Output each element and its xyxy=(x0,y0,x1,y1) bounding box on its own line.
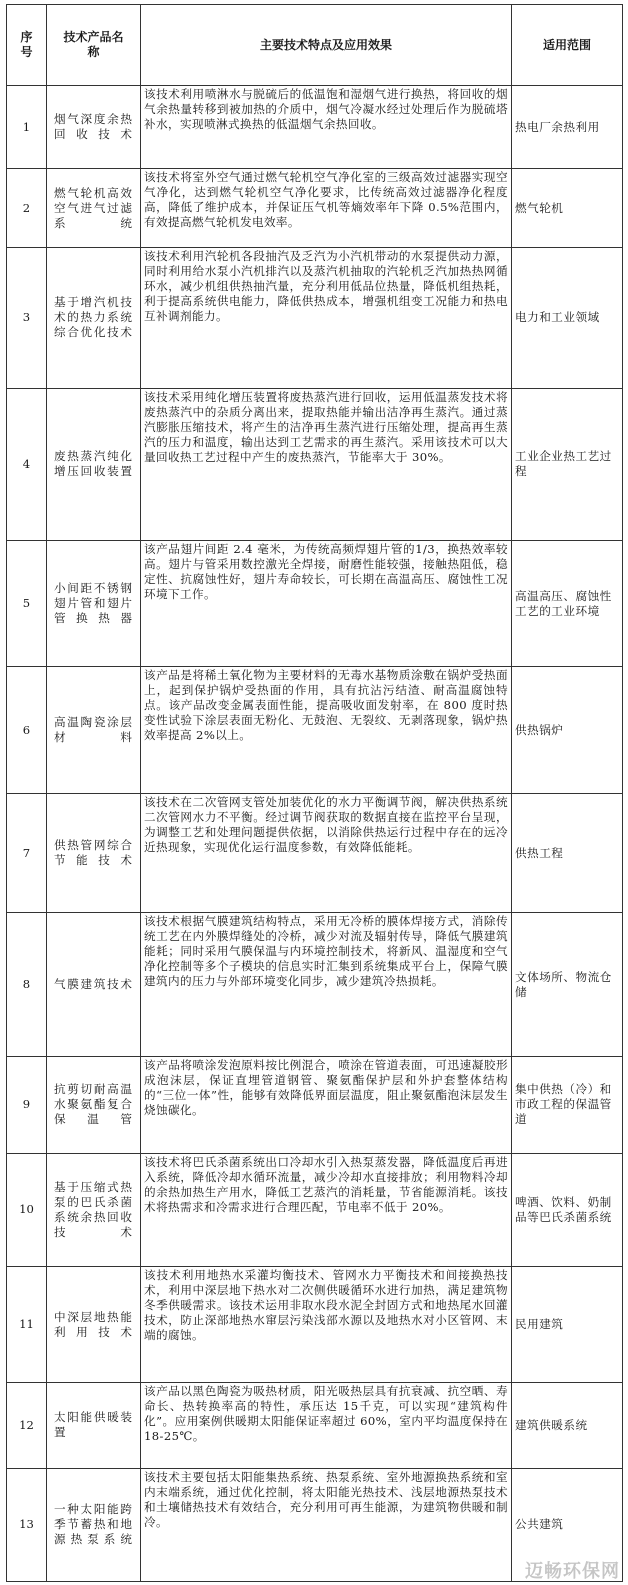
row-number: 13 xyxy=(7,1468,47,1581)
tech-name: 高温陶瓷涂层材料 xyxy=(47,667,141,794)
tech-name: 基于压缩式热泵的巴氏杀菌系统余热回收技术 xyxy=(47,1153,141,1266)
tech-name: 气膜建筑技术 xyxy=(47,913,141,1056)
tech-description: 该技术将室外空气通过燃气轮机空气净化室的三级高效过滤器实现空气净化，达到燃气轮机空气净化要求，比传统高效过滤器净化程度高，降低了维护成本，并保证压气机等熵效率年下降 0.5%范围内，有效提高燃气轮机发电效率。 xyxy=(141,169,512,248)
row-number: 10 xyxy=(7,1153,47,1266)
row-number: 3 xyxy=(7,248,47,388)
application-scope: 燃气轮机 xyxy=(512,169,623,248)
tech-name: 烟气深度余热回收技术 xyxy=(47,86,141,169)
application-scope: 文体场所、物流仓储 xyxy=(512,913,623,1056)
header-desc: 主要技术特点及应用效果 xyxy=(141,5,512,86)
table-row xyxy=(7,1266,623,1382)
row-number: 9 xyxy=(7,1056,47,1153)
application-scope: 高温高压、腐蚀性工艺的工业环境 xyxy=(512,541,623,667)
row-number: 6 xyxy=(7,667,47,794)
table-body xyxy=(7,86,623,1582)
row-number: 5 xyxy=(7,541,47,667)
tech-description: 该技术采用纯化增压装置将废热蒸汽进行回收，运用低温蒸发技术将废热蒸汽中的杂质分离出来，提取热能并输出洁净再生蒸汽。通过蒸汽膨胀压缩技术，将产生的洁净再生蒸汽进行压缩处理，提高再生蒸汽的压力和温度，输出达到工艺需求的再生蒸汽。采用该技术可以大量回收热工艺过程中产生的废热蒸汽，节能率大于 30%。 xyxy=(141,388,512,541)
tech-description: 该技术利用地热水采灌均衡技术、管网水力平衡技术和间接换热技术，利用中深层地下热水对二次侧供暖循环水进行加热，满足建筑物冬季供暖需求。该技术运用非取水段水泥全封固方式和地热尾水回灌技术，防止深部地热水窜层污染浅部水源以及地热水对小区管网、末端的腐蚀。 xyxy=(141,1266,512,1382)
row-number: 8 xyxy=(7,913,47,1056)
row-number: 11 xyxy=(7,1266,47,1382)
tech-name: 一种太阳能跨季节蓄热和地源热泵系统 xyxy=(47,1468,141,1581)
tech-description: 该技术主要包括太阳能集热系统、热泵系统、室外地源换热系统和室内末端系统，通过优化控制，将太阳能光热技术、浅层地源热泵技术和土壤储热技术有效结合，充分利用可再生能源，为建筑物供暖和制冷。 xyxy=(141,1468,512,1581)
application-scope: 民用建筑 xyxy=(512,1266,623,1382)
application-scope: 供热锅炉 xyxy=(512,667,623,794)
tech-name: 中深层地热能利用技术 xyxy=(47,1266,141,1382)
tech-description: 该产品翅片间距 2.4 毫米，为传统高频焊翅片管的1/3，换热效率较高。翅片与管采用数控激光全焊接，耐磨性能较强，接触热阻低，稳定性、抗腐蚀性好，翅片寿命较长，可长期在高温高压、腐蚀性工况环境下工作。 xyxy=(141,541,512,667)
tech-description: 该技术利用喷淋水与脱硫后的低温饱和湿烟气进行换热，将回收的烟气余热量转移到被加热的介质中，烟气冷凝水经过处理后作为脱硫塔补水，实现喷淋式换热的低温烟气余热回收。 xyxy=(141,86,512,169)
header-no: 序号 xyxy=(7,5,47,86)
tech-name: 基于增汽机技术的热力系统综合优化技术 xyxy=(47,248,141,388)
table-row xyxy=(7,793,623,913)
row-number: 4 xyxy=(7,388,47,541)
tech-description: 该产品是将稀土氧化物为主要材料的无毒水基物质涂敷在锅炉受热面上，起到保护锅炉受热面的作用，具有抗沾污结渣、耐高温腐蚀特点。该产品改变金属表面性能，提高吸收面发射率，在 800 度时热变性试验下涂层表面无粉化、无鼓泡、无裂纹、无剥落现象，锅炉热效率提高 2%以上。 xyxy=(141,667,512,794)
application-scope: 啤酒、饮料、奶制品等巴氏杀菌系统 xyxy=(512,1153,623,1266)
table-row xyxy=(7,541,623,667)
application-scope: 公共建筑 xyxy=(512,1468,623,1581)
technology-table xyxy=(6,4,623,1582)
table-row xyxy=(7,913,623,1056)
table-row xyxy=(7,388,623,541)
row-number: 2 xyxy=(7,169,47,248)
table-row xyxy=(7,667,623,794)
tech-name: 供热管网综合节能技术 xyxy=(47,793,141,913)
header-name: 技术产品名称 xyxy=(47,5,141,86)
tech-description: 该技术在二次管网支管处加装优化的水力平衡调节阀，解决供热系统二次管网水力不平衡。经过调节阀获取的数据直接在监控平台呈现，为调整工艺和处理问题提供依据，以消除供热运行过程中存在的远冷近热现象，实现优化运行温度参数，有效降低能耗。 xyxy=(141,793,512,913)
tech-description: 该技术将巴氏杀菌系统出口冷却水引入热泵蒸发器，降低温度后再进入系统，降低冷却水循环流量，减少冷却水直接排放；利用物料冷却的余热加热生产用水，降低工艺蒸汽的消耗量，节省能源消耗。该技术将热需求和冷需求进行合理匹配，节电率不低于 20%。 xyxy=(141,1153,512,1266)
application-scope: 工业企业热工艺过程 xyxy=(512,388,623,541)
tech-name: 废热蒸汽纯化增压回收装置 xyxy=(47,388,141,541)
row-number: 12 xyxy=(7,1383,47,1468)
row-number: 7 xyxy=(7,793,47,913)
tech-name: 燃气轮机高效空气进气过滤系统 xyxy=(47,169,141,248)
table-row xyxy=(7,1383,623,1468)
table-row xyxy=(7,248,623,388)
table-row xyxy=(7,1153,623,1266)
tech-name: 小间距不锈钢翅片管和翅片管换热器 xyxy=(47,541,141,667)
tech-description: 该技术利用汽轮机各段抽汽及乏汽为小汽机带动的水泵提供动力源，同时利用给水泵小汽机排汽以及蒸汽机抽取的汽轮机乏汽加热热网循环水，减少机组供热抽汽量，充分利用低品位热量，降低机组热耗，利于提高系统供电能力，降低供热成本，增强机组变工况能力和热电互补调剂能力。 xyxy=(141,248,512,388)
application-scope: 电力和工业领域 xyxy=(512,248,623,388)
application-scope: 热电厂余热利用 xyxy=(512,86,623,169)
site-watermark: 迈畅环保网 xyxy=(525,1561,620,1582)
application-scope: 供热工程 xyxy=(512,793,623,913)
row-number: 1 xyxy=(7,86,47,169)
tech-description: 该产品将喷涂发泡原料按比例混合，喷涂在管道表面，可迅速凝胶形成泡沫层，保证直埋管道钢管、聚氨酯保护层和外护套整体结构的“三位一体”性，能够有效降低界面层温度，阻止聚氨酯泡沫层发生烧蚀碳化。 xyxy=(141,1056,512,1153)
table-row xyxy=(7,1056,623,1153)
header-scope: 适用范围 xyxy=(512,5,623,86)
tech-name: 抗剪切耐高温水聚氨酯复合保温管 xyxy=(47,1056,141,1153)
header-row xyxy=(7,5,623,86)
tech-description: 该产品以黑色陶瓷为吸热材质，阳光吸热层具有抗衰减、抗空晒、寿命长、热转换率高的特性，承压达 15千克，可以实现“建筑构件化”。应用案例供暖期太阳能保证率超过 60%，室内平均温度保持在 18-25℃。 xyxy=(141,1383,512,1468)
tech-name: 太阳能供暖装置 xyxy=(47,1383,141,1468)
table-row xyxy=(7,86,623,169)
tech-description: 该技术根据气膜建筑结构特点，采用无冷桥的膜体焊接方式，消除传统工艺在内外膜焊缝处的冷桥，减少对流及辐射传导，降低气膜建筑能耗；同时采用气膜保温与内环境控制技术，将新风、温湿度和空气净化控制等多个子模块的信息实时汇集到系统集成平台上，保障气膜建筑内的压力与外部环境变化同步，减少建筑冷热损耗。 xyxy=(141,913,512,1056)
table-row xyxy=(7,169,623,248)
application-scope: 集中供热（冷）和市政工程的保温管道 xyxy=(512,1056,623,1153)
application-scope: 建筑供暖系统 xyxy=(512,1383,623,1468)
